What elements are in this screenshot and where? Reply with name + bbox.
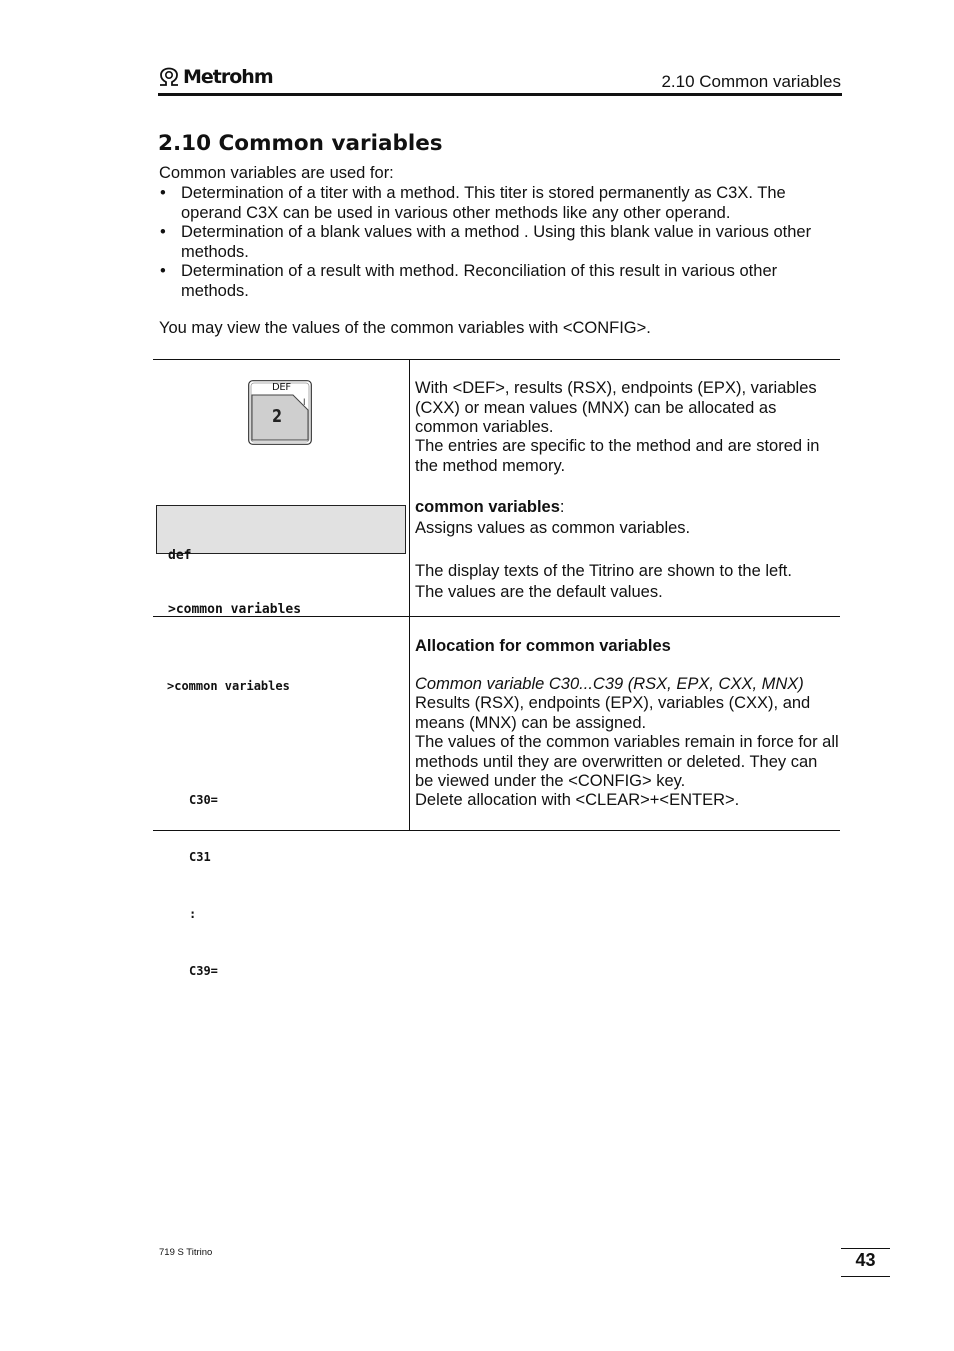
- allocation-persistence-note: The values of the common variables remain in force for all methods until they are overwritten or deleted. They can be viewed under the <CONFIG> key.: [415, 733, 839, 790]
- param-heading-label: common variables: [415, 498, 560, 516]
- running-head: 2.10 Common variables: [661, 72, 841, 91]
- allocation-delete-note: Delete allocation with <CLEAR>+<ENTER>.: [415, 791, 740, 809]
- section-title: 2.10 Common variables: [158, 131, 443, 156]
- table-top-rule: [153, 359, 840, 360]
- bullet-icon: •: [160, 223, 166, 241]
- variable-list-title: >common variables: [167, 679, 290, 693]
- omega-icon: [158, 67, 180, 87]
- header-rule: [158, 93, 842, 96]
- key-number: 2: [272, 406, 283, 427]
- def-description: With <DEF>, results (RSX), endpoints (EPX), variables (CXX) or mean values (MNX) can be allocated as common variables.: [415, 379, 817, 436]
- param-description: Assigns values as common variables.: [415, 519, 691, 537]
- list-item-text: Determination of a titer with a method. This titer is stored permanently as C3X. The operand C3X can be used in various other methods like any other operand.: [181, 184, 786, 222]
- brand-name: Metrohm: [183, 66, 273, 88]
- list-item-text: Determination of a blank values with a method . Using this blank value in various other methods.: [181, 223, 812, 261]
- intro-text: Common variables are used for:: [159, 164, 394, 182]
- variable-line: :: [189, 907, 197, 921]
- variable-line: C31: [189, 850, 211, 864]
- list-item: [159, 223, 839, 262]
- default-note: The values are the default values.: [415, 583, 663, 601]
- footer-model: 719 S Titrino: [159, 1247, 213, 1258]
- display-text: [168, 511, 301, 637]
- allocation-param: Common variable C30...C39 (RSX, EPX, CXX, MNX): [415, 675, 804, 693]
- display-note: The display texts of the Titrino are shown to the left.: [415, 562, 792, 580]
- bullet-icon: •: [160, 184, 166, 202]
- list-item-text: Determination of a result with method. Reconciliation of this result in various other methods.: [181, 262, 778, 300]
- param-heading: [415, 498, 840, 518]
- param-heading-colon: :: [559, 498, 565, 516]
- allocation-heading: Allocation for common variables: [415, 637, 671, 655]
- page-number: 43: [855, 1250, 876, 1270]
- usage-list: [159, 184, 839, 301]
- config-note: You may view the values of the common variables with <CONFIG>.: [159, 319, 651, 337]
- metrohm-logo: [158, 66, 273, 88]
- allocation-description: Results (RSX), endpoints (EPX), variables (CXX), and means (MNX) can be assigned.: [415, 694, 811, 732]
- key-label: DEF: [272, 382, 291, 393]
- variable-line: C39=: [189, 964, 218, 978]
- variable-list: [167, 639, 290, 1000]
- list-item: [159, 262, 839, 301]
- table-column-divider: [409, 359, 410, 831]
- display-line: def: [168, 548, 192, 563]
- key-mark: I: [303, 397, 306, 407]
- bullet-icon: •: [160, 262, 166, 280]
- list-item: [159, 184, 839, 223]
- display-line: >common variables: [168, 602, 302, 617]
- variable-line: C30=: [189, 793, 218, 807]
- method-memory-note: The entries are specific to the method and are stored in the method memory.: [415, 437, 820, 475]
